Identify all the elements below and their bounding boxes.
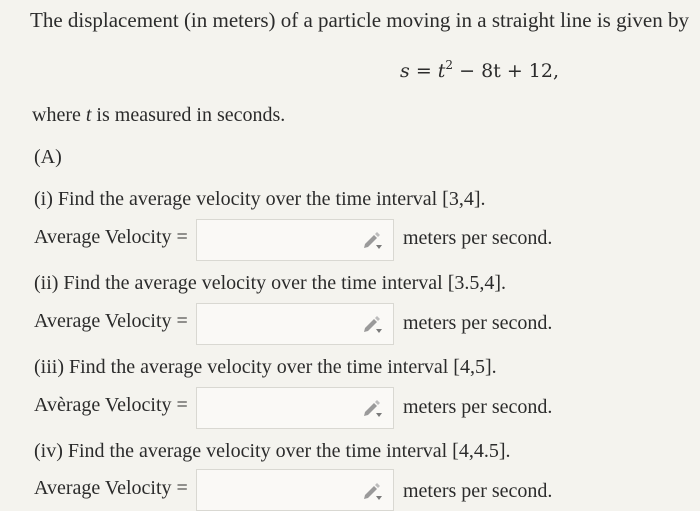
part-label: (A) — [34, 146, 62, 168]
question-iii-unit: meters per second. — [403, 396, 553, 418]
question-i-prompt: (i) Find the average velocity over the time interval [3,4]. — [34, 188, 486, 210]
pencil-icon[interactable] — [362, 313, 384, 335]
question-iv-label: Average Velocity = — [34, 477, 188, 499]
time-unit-note — [32, 104, 285, 127]
formula-s: s — [400, 60, 410, 82]
formula-rest: − 8t + 12, — [459, 60, 560, 82]
pencil-icon[interactable] — [362, 229, 384, 251]
question-i-label: Average Velocity = — [34, 226, 188, 248]
question-iii-prompt: (iii) Find the average velocity over the time interval [4,5]. — [34, 356, 497, 378]
pencil-icon[interactable] — [362, 480, 384, 502]
where-var: t — [85, 104, 92, 126]
question-iv-prompt: (iv) Find the average velocity over the time interval [4,4.5]. — [34, 440, 511, 462]
where-prefix: where — [32, 104, 86, 126]
where-suffix: is measured in seconds. — [91, 104, 286, 126]
question-iv-unit: meters per second. — [403, 480, 553, 502]
displacement-formula — [400, 58, 559, 82]
problem-statement: The displacement (in meters) of a particle moving in a straight line is given by — [30, 8, 689, 32]
formula-exponent: 2 — [445, 58, 454, 72]
question-ii-prompt: (ii) Find the average velocity over the time interval [3.5,4]. — [34, 272, 507, 294]
question-ii-label: Average Velocity = — [34, 310, 188, 332]
formula-t: t — [437, 60, 446, 82]
pencil-icon[interactable] — [362, 397, 384, 419]
formula-equals: = — [415, 60, 432, 82]
question-i-unit: meters per second. — [403, 227, 553, 249]
question-iii-label: Avèrage Velocity = — [34, 394, 188, 416]
question-ii-unit: meters per second. — [403, 312, 553, 334]
